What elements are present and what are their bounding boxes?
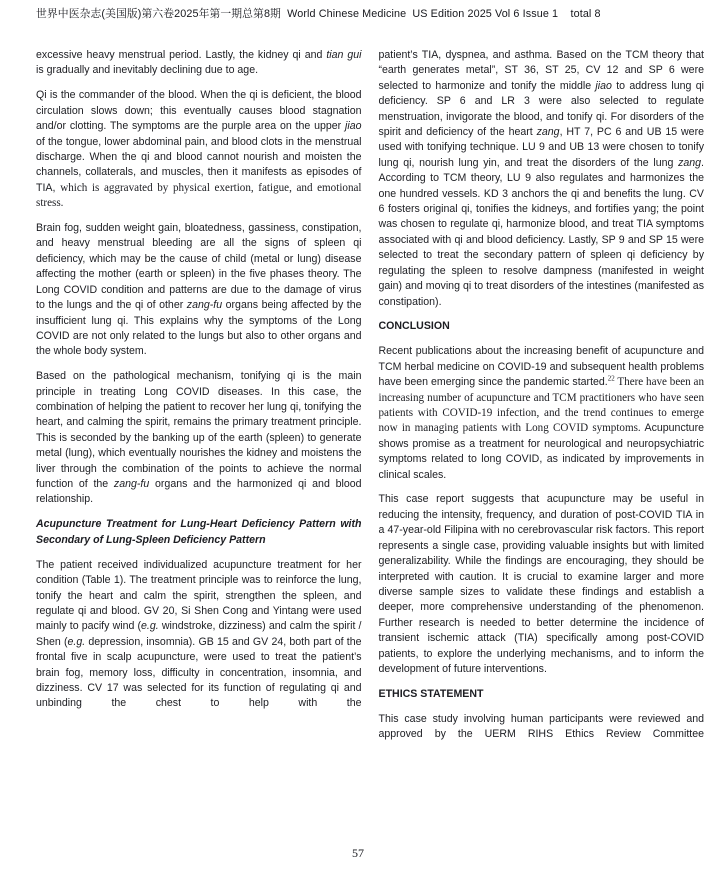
text-run: Qi is the commander of the blood. When the qi is deficient, the blood circulation slows down; this eventually causes blood stagnation and/or clotting. The symptoms are the purple area on the upper (36, 89, 362, 133)
text-run: organs being affected by the insufficient lung qi. This explains why the symptoms of the Long COVID are not only related to the lungs but also to other organs and the whole body system. (36, 299, 362, 358)
text-run: organs and the harmonized qi and blood relationship. (36, 478, 362, 506)
text-run: e.g. (141, 620, 159, 633)
text-run: This case report suggests that acupuncture may be useful in reducing the intensity, frequency, and duration of post-COVID TIA in a 47-year-old Filipina with no cerebrovascular risk factors. This report represents a single case, providing valuable insights but with limited generalizability. While the findings are encouraging, they should be interpreted with caution. It is crucial to examine larger and more diverse sample sizes to validate these findings and establish a deeper, more comprehensive understanding of the phenomenon. Further research is needed to better determine the incidence of transient ischemic attack (TIA) specifically among post-COVID patients, to explore the underlying mechanisms, and to inform the development of future interventions. (378, 493, 704, 675)
paragraph (36, 88, 362, 211)
paragraph (379, 712, 705, 743)
text-run: zang (536, 126, 560, 139)
text-run: Brain fog, sudden weight gain, bloatedness, gassiness, constipation, and heavy menstrual bleeding are all the signs of spleen qi deficiency, which may be the cause of child (metal or lung) disease affecting the mother (earth or spleen) in the five phases theory. The Long COVID condition and patterns are due to the damage of virus to the lungs and the qi of other (36, 222, 362, 312)
paragraph (36, 558, 362, 712)
paragraph (36, 48, 362, 79)
text-run: tian gui (326, 49, 362, 61)
left-column (36, 48, 362, 752)
text-run: zang-fu (186, 299, 223, 312)
paragraph (379, 344, 705, 483)
text-run: excessive heavy menstrual period. Lastly, the kidney qi and (36, 49, 327, 61)
two-column-body (36, 48, 704, 752)
text-run: jiao (345, 120, 362, 133)
text-run: patient’s TIA, dyspnea, and asthma. Based on the TCM theory that “earth generates metal”, ST 36, ST 25, CV 12 and SP 6 were selected to harmonize and tonify the middle (378, 49, 704, 92)
section-heading (379, 319, 705, 334)
text-run: is gradually and inevitably declining due to age. (36, 64, 259, 77)
text-run: depression, insomnia). GB 15 and GV 24, both part of the frontal five in scalp acupuncture, were used to treat the patient’s brain fog, memory loss, difficulty in concentration, insomnia, and dizziness. CV 17 was selected for its function of regulating qi and unbinding the chest to help with the (36, 635, 362, 710)
paragraph (36, 221, 362, 360)
text-run: to address lung qi deficiency. SP 6 and LR 3 were also selected to regulate menstruation, invigorate the blood, and tonify qi. For disorders of the spirit and deficiency of the heart (378, 79, 704, 139)
text-run: Recent publications about the increasing benefit of acupuncture and TCM herbal medicine on COVID-19 and subsequent health problems have been emerging since the pandemic started. (378, 345, 704, 389)
text-run: which is aggravated by physical exertion, fatigue, and emotional stress. (36, 181, 362, 210)
text-run: Acupuncture shows promise as a treatment for neurological and neuropsychiatric symptoms related to long COVID, as indicated by improvements in clinical scales. (378, 422, 704, 481)
text-run: ETHICS STATEMENT (378, 687, 484, 700)
text-run: zang (678, 156, 702, 169)
text-run: Based on the pathological mechanism, tonifying qi is the main principle in treating Long COVID diseases. In this case, the combination of helping the patient to recover her lung qi, tonifying the heart, and calming the spirit, remains the primary treatment principle. This is seconded by the banking up of the earth (spleen) to generate metal (lung), which eventually nourishes the kidney and moistens the liver through the combination of the points to achieve the normal function of the (36, 370, 362, 491)
text-run: e.g. (67, 635, 86, 648)
paragraph (36, 369, 362, 508)
text-run: windstroke, dizziness) and calm the spirit / Shen ( (36, 620, 362, 648)
text-run: There have been an increasing number of acupuncture and TCM practitioners who have seen patients with COVID-19 infection, and the trend continues to emerge now in managing patients with Long COVID symptoms. (378, 376, 704, 435)
text-run: This case study involving human participants were reviewed and approved by the UERM RIHS Ethics Review Committee (378, 712, 704, 741)
right-column (379, 48, 705, 752)
section-heading (379, 687, 705, 702)
text-run: CONCLUSION (378, 320, 450, 333)
text-run: The patient received individualized acupuncture treatment for her condition (Table 1). The treatment principle was to reinforce the lung, tonify the heart and calm the spirit, strengthen the spleen, and regulate qi and blood. GV 20, Si Shen Cong and Yintang were used mainly to pacify wind ( (36, 558, 362, 633)
text-run: 22 (607, 374, 615, 383)
paragraph (379, 492, 705, 677)
text-run: . According to TCM theory, LU 9 also regulates and harmonizes the one hundred vessels. KD 3 anchors the qi and benefits the lung. CV 6 fosters original qi, tonifies the kidneys, and fortifies yang; the point was chosen to regulate qi, harmonize blood, and treat TIA symptoms associated with qi and blood deficiency. Lastly, SP 9 and SP 15 were selected to treat the secondary pattern of spleen qi deficiency by regulating the spleen to resolve dampness (manifested in weight gain) and moving qi to treat disorders of the intestines (manifested as constipation). (378, 156, 704, 308)
text-run: Acupuncture Treatment for Lung-Heart Deficiency Pattern with Secondary of Lung-Spleen Deficiency Pattern (36, 518, 362, 546)
section-heading (36, 517, 362, 548)
journal-header: 世界中医杂志(美国版)第六卷2025年第一期总第8期 World Chinese Medicine US Edition 2025 Vol 6 Issue 1 total 8 (36, 8, 601, 20)
paragraph (379, 48, 705, 310)
text-run: zang-fu (113, 478, 150, 491)
text-run: , HT 7, PC 6 and UB 15 were used with tonifying technique. LU 9 and UB 13 were chosen to tonify lung qi, nourish lung yin, and treat the disorders of the lung (378, 126, 704, 169)
text-run: jiao (595, 79, 612, 92)
text-run: of the tongue, lower abdominal pain, and blood clots in the menstrual discharge. When the qi and blood cannot nourish and moisten the channels, collaterals, and muscles, then it manifests as episodes of TIA, (36, 135, 362, 194)
page-number: 57 (352, 846, 364, 860)
